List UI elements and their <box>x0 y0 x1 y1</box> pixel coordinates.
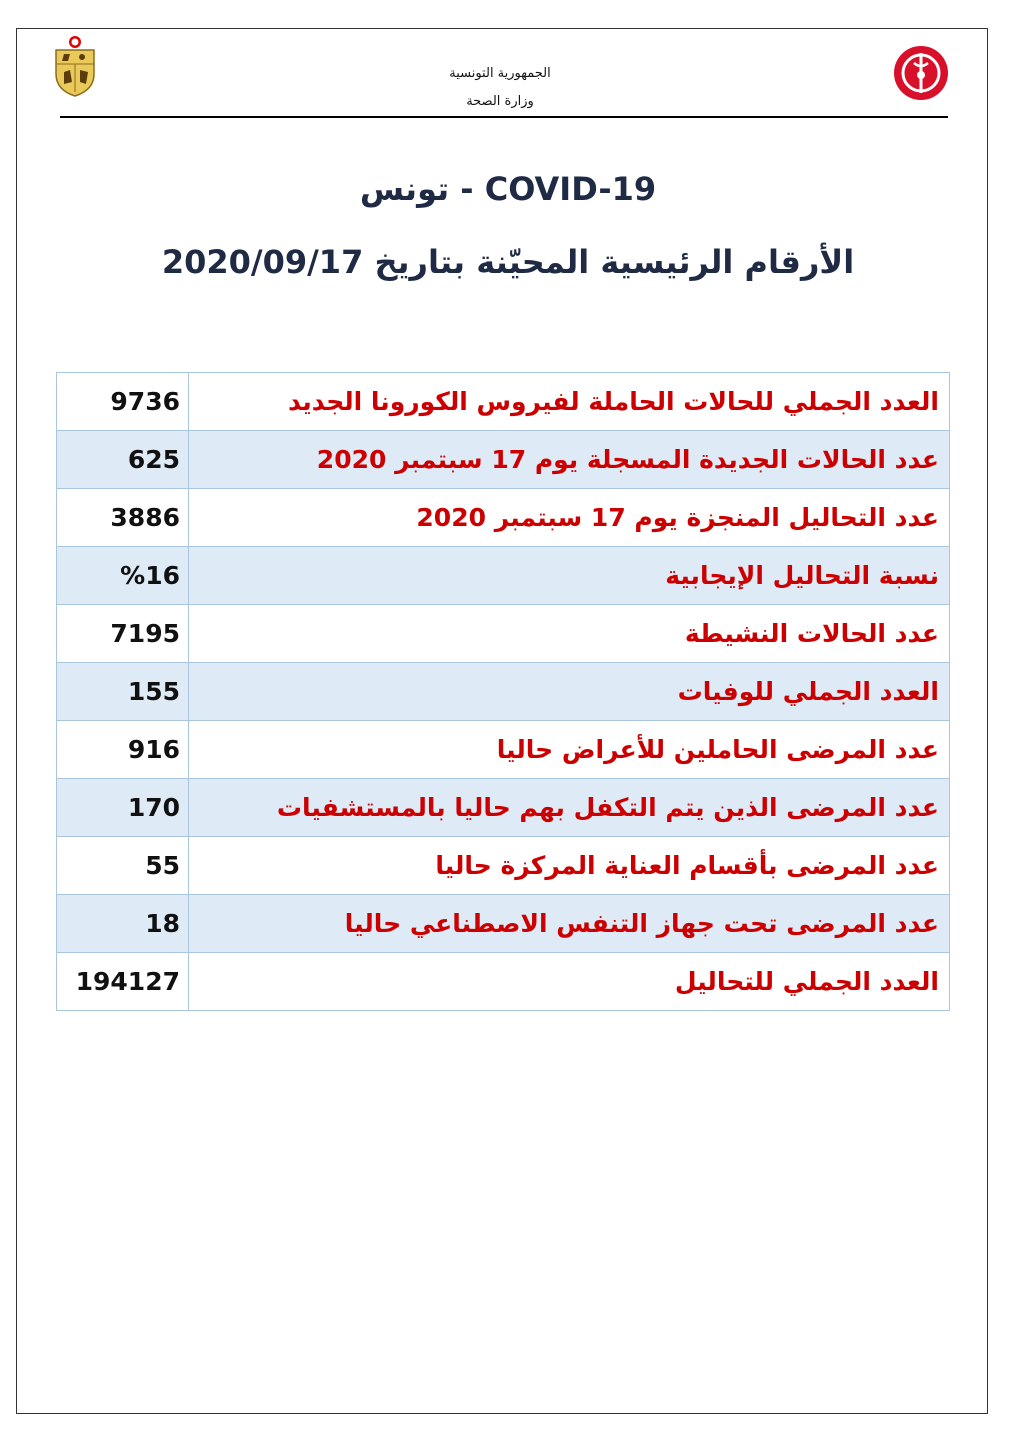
table-row <box>57 837 950 895</box>
table-row <box>57 605 950 663</box>
table-row <box>57 373 950 431</box>
stat-label: نسبة التحاليل الإيجابية <box>189 547 950 605</box>
table-row <box>57 663 950 721</box>
stat-value: 3886 <box>57 489 189 547</box>
issuer-header <box>380 60 620 116</box>
stat-label: عدد المرضى تحت جهاز التنفس الاصطناعي حاليا <box>189 895 950 953</box>
stat-value: 170 <box>57 779 189 837</box>
stat-value: 916 <box>57 721 189 779</box>
header-divider <box>60 116 948 118</box>
stat-value: 55 <box>57 837 189 895</box>
country-name: الجمهورية التونسية <box>449 66 551 81</box>
table-row <box>57 895 950 953</box>
stat-label: العدد الجملي للحالات الحاملة لفيروس الكورونا الجديد <box>189 373 950 431</box>
tunisia-emblem-icon <box>50 34 100 98</box>
stat-label: العدد الجملي للوفيات <box>189 663 950 721</box>
table-row <box>57 431 950 489</box>
stat-label: عدد المرضى بأقسام العناية المركزة حاليا <box>189 837 950 895</box>
stat-value: 9736 <box>57 373 189 431</box>
stat-value: 155 <box>57 663 189 721</box>
stat-value: %16 <box>57 547 189 605</box>
stat-label: العدد الجملي للتحاليل <box>189 953 950 1011</box>
stat-value: 18 <box>57 895 189 953</box>
stat-value: 7195 <box>57 605 189 663</box>
stat-label: عدد الحالات الجديدة المسجلة يوم 17 سبتمبر 2020 <box>189 431 950 489</box>
stat-value: 625 <box>57 431 189 489</box>
table-row <box>57 953 950 1011</box>
stats-table <box>56 372 950 1011</box>
document-title: COVID-19 - تونس <box>359 170 657 208</box>
health-ministry-logo-icon <box>893 45 949 101</box>
table-row <box>57 721 950 779</box>
table-row <box>57 547 950 605</box>
stat-label: عدد التحاليل المنجزة يوم 17 سبتمبر 2020 <box>189 489 950 547</box>
table-row <box>57 489 950 547</box>
document-subtitle: الأرقام الرئيسية المحيّنة بتاريخ 2020/09/17 <box>161 243 855 281</box>
ministry-name: وزارة الصحة <box>466 94 534 109</box>
stat-label: عدد المرضى الذين يتم التكفل بهم حاليا بالمستشفيات <box>189 779 950 837</box>
stat-value: 194127 <box>57 953 189 1011</box>
stat-label: عدد المرضى الحاملين للأعراض حاليا <box>189 721 950 779</box>
table-row <box>57 779 950 837</box>
stat-label: عدد الحالات النشيطة <box>189 605 950 663</box>
